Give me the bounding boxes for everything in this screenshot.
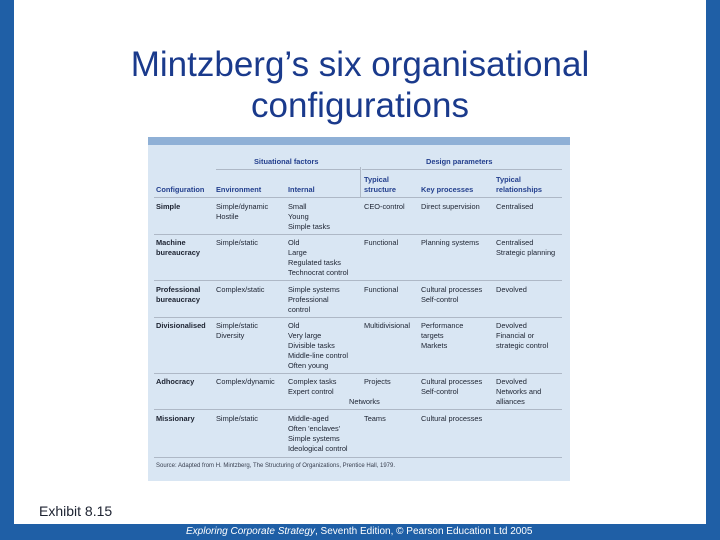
col-header-relationships-2: relationships [496,185,542,194]
row-adhocracy-process-2: Self-control [421,387,459,396]
row-divisionalised-structure: Multidivisional [364,321,411,330]
group-header-situational: Situational factors [254,157,319,166]
row-divisionalised-int-5: Often young [288,361,329,370]
row-simple-env-2: Hostile [216,212,239,221]
row-simple-config: Simple [156,202,181,211]
row-missionary-structure: Teams [364,414,386,423]
col-header-structure-1: Typical [364,175,389,184]
row-simple-int-1: Small [288,202,307,211]
title-line-2: configurations [251,86,469,125]
footer-edition: , Seventh Edition, © Pearson Education Ltd 2005 [314,526,533,537]
row-simple-int-2: Young [288,212,309,221]
row-professional-int-1: Simple systems [288,285,340,294]
row-divider-1 [154,234,562,235]
row-missionary-int-2: Often 'enclaves' [288,424,341,433]
title-line-1: Mintzberg’s six organisational [130,45,590,84]
row-adhocracy-rel-3: alliances [496,397,525,406]
row-professional-relationship: Devolved [496,285,527,294]
row-machine-int-2: Large [288,248,307,257]
row-adhocracy-structure-extra: Networks [349,397,380,406]
row-missionary-env-1: Simple/static [216,414,258,423]
row-professional-int-3: control [288,305,311,314]
row-divisionalised-int-1: Old [288,321,300,330]
row-adhocracy-rel-1: Devolved [496,377,527,386]
row-simple-int-3: Simple tasks [288,222,330,231]
col-header-environment: Environment [216,185,262,194]
header-divider [360,167,361,197]
row-simple-env-1: Simple/dynamic [216,202,269,211]
row-divisionalised-int-4: Middle-line control [288,351,348,360]
row-divisionalised-rel-1: Devolved [496,321,527,330]
row-machine-int-4: Technocrat control [288,268,349,277]
table-source-note: Source: Adapted from H. Mintzberg, The Structuring of Organizations, Prentice Hall, 1979. [156,463,396,469]
footer-copyright [186,526,532,537]
header-rule [154,197,562,198]
row-divisionalised-rel-3: strategic control [496,341,549,350]
row-adhocracy-env-1: Complex/dynamic [216,377,275,386]
row-machine-int-1: Old [288,238,300,247]
row-adhocracy-process-1: Cultural processes [421,377,483,386]
row-divider-4 [154,373,562,374]
row-machine-rel-1: Centralised [496,238,534,247]
row-machine-config-1: Machine [156,238,186,247]
row-adhocracy-config: Adhocracy [156,377,195,386]
group-header-design: Design parameters [426,157,493,166]
row-professional-process-1: Cultural processes [421,285,483,294]
row-professional-config-1: Professional [156,285,201,294]
row-adhocracy-rel-2: Networks and [496,387,542,396]
row-machine-process: Planning systems [421,238,479,247]
row-missionary-int-4: Ideological control [288,444,348,453]
footer-bar [0,524,720,540]
row-simple-structure: CEO-control [364,202,405,211]
slide-title [0,44,720,126]
row-divisionalised-rel-2: Financial or [496,331,535,340]
row-simple-relationship: Centralised [496,202,534,211]
row-professional-env-1: Complex/static [216,285,265,294]
row-divisionalised-env-1: Simple/static [216,321,258,330]
row-missionary-int-1: Middle-aged [288,414,329,423]
col-header-configuration: Configuration [156,185,205,194]
row-divider-3 [154,317,562,318]
table-top-bar [148,137,570,145]
col-header-structure-2: structure [364,185,397,194]
col-header-key-processes: Key processes [421,185,474,194]
configurations-table [148,137,570,481]
row-divisionalised-env-2: Diversity [216,331,245,340]
row-divider-2 [154,280,562,281]
row-divisionalised-process-1: Performance [421,321,464,330]
row-missionary-process: Cultural processes [421,414,483,423]
row-divisionalised-process-3: Markets [421,341,448,350]
row-machine-structure: Functional [364,238,399,247]
row-professional-int-2: Professional [288,295,329,304]
row-divider-5 [154,409,562,410]
row-divisionalised-int-2: Very large [288,331,322,340]
row-adhocracy-int-1: Complex tasks [288,377,337,386]
group-underline-design [362,169,562,170]
row-missionary-config: Missionary [156,414,195,423]
exhibit-label: Exhibit 8.15 [39,503,113,519]
row-adhocracy-structure: Projects [364,377,391,386]
group-underline-situational [216,169,360,170]
row-machine-rel-2: Strategic planning [496,248,556,257]
row-divisionalised-int-3: Divisible tasks [288,341,335,350]
row-machine-env-1: Simple/static [216,238,258,247]
footer-book-title: Exploring Corporate Strategy [186,526,315,537]
row-divisionalised-config: Divisionalised [156,321,206,330]
row-simple-process: Direct supervision [421,202,480,211]
row-professional-process-2: Self-control [421,295,459,304]
row-adhocracy-int-2: Expert control [288,387,334,396]
row-divisionalised-process-2: targets [421,331,444,340]
col-header-relationships-1: Typical [496,175,521,184]
row-professional-structure: Functional [364,285,399,294]
col-header-internal: Internal [288,185,315,194]
row-professional-config-2: bureaucracy [156,295,200,304]
row-machine-config-2: bureaucracy [156,248,200,257]
row-machine-int-3: Regulated tasks [288,258,341,267]
row-missionary-int-3: Simple systems [288,434,340,443]
row-divider-6 [154,457,562,458]
